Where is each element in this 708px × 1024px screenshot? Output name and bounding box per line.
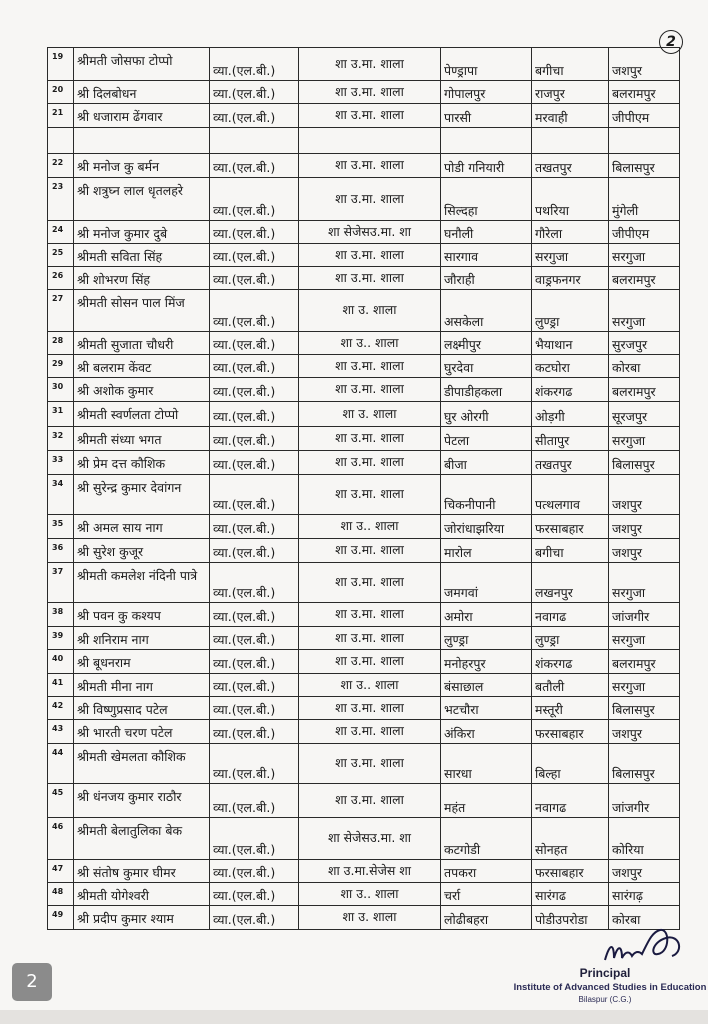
serial-number-cell: 23 xyxy=(48,178,74,221)
designation-cell: व्या.(एल.बी.) xyxy=(210,720,299,744)
designation-cell: व्या.(एल.बी.) xyxy=(210,332,299,355)
block-name-cell: वाड्रफनगर xyxy=(532,267,609,290)
district-name-cell: जशपुर xyxy=(609,48,680,81)
employee-name-cell: श्री प्रेम दत्त कौशिक xyxy=(74,451,210,475)
table-row xyxy=(48,674,680,697)
district-name-cell: कोरबा xyxy=(609,906,680,930)
school-place-cell: घनौली xyxy=(441,221,532,244)
designation-cell: व्या.(एल.बी.) xyxy=(210,104,299,128)
signature-image xyxy=(600,922,700,967)
school-place-cell: लोढीबहरा xyxy=(441,906,532,930)
employee-name-cell: श्री धजाराम ढेंगवार xyxy=(74,104,210,128)
table-row xyxy=(48,221,680,244)
designation-cell: व्या.(एल.बी.) xyxy=(210,603,299,627)
serial-number-cell: 48 xyxy=(48,883,74,906)
employee-name-cell: श्री बूधनराम xyxy=(74,650,210,674)
designation-cell: व्या.(एल.बी.) xyxy=(210,563,299,603)
designation-cell: व्या.(एल.बी.) xyxy=(210,244,299,267)
school-place-cell: अंकिरा xyxy=(441,720,532,744)
table-row xyxy=(48,267,680,290)
district-name-cell: सूरजपुर xyxy=(609,402,680,427)
designation-cell: व्या.(एल.बी.) xyxy=(210,355,299,378)
block-name-cell: तखतपुर xyxy=(532,451,609,475)
employee-name-cell: श्रीमती कमलेश नंदिनी पात्रे xyxy=(74,563,210,603)
district-name-cell: बलरामपुर xyxy=(609,267,680,290)
table-row xyxy=(48,402,680,427)
block-name-cell: सारंगढ xyxy=(532,883,609,906)
district-name-cell: जांजगीर xyxy=(609,784,680,818)
school-place-cell: चर्रा xyxy=(441,883,532,906)
school-name-cell: शा उ.मा. शाला xyxy=(299,81,441,104)
school-place-cell: बीजा xyxy=(441,451,532,475)
employee-name-cell: श्रीमती सुजाता चौधरी xyxy=(74,332,210,355)
school-place-cell: जमगवां xyxy=(441,563,532,603)
designation-cell: व्या.(एल.बी.) xyxy=(210,290,299,332)
table-row xyxy=(48,563,680,603)
district-name-cell: सरगुजा xyxy=(609,627,680,650)
employee-name-cell: श्री बलराम केंवट xyxy=(74,355,210,378)
staff-table xyxy=(47,47,680,930)
serial-number-cell: 49 xyxy=(48,906,74,930)
school-name-cell: शा उ.मा. शाला xyxy=(299,720,441,744)
block-name-cell: मरवाही xyxy=(532,104,609,128)
district-name-cell: सुरजपुर xyxy=(609,332,680,355)
block-name-cell: बगीचा xyxy=(532,48,609,81)
school-place-cell: पोडी गनियारी xyxy=(441,154,532,178)
block-name-cell: सरगुजा xyxy=(532,244,609,267)
district-name-cell: बिलासपुर xyxy=(609,697,680,720)
school-name-cell: शा उ.मा. शाला xyxy=(299,104,441,128)
block-name-cell: फरसाबहार xyxy=(532,860,609,883)
district-name-cell: सरगुजा xyxy=(609,290,680,332)
district-name-cell: जांजगीर xyxy=(609,603,680,627)
block-name-cell: बगीचा xyxy=(532,539,609,563)
employee-name-cell: श्री भारती चरण पटेल xyxy=(74,720,210,744)
block-name-cell: लुण्ड्रा xyxy=(532,290,609,332)
serial-number-cell: 36 xyxy=(48,539,74,563)
block-name-cell: सोनहत xyxy=(532,818,609,860)
serial-number-cell: 29 xyxy=(48,355,74,378)
employee-name-cell: श्रीमती योगेश्वरी xyxy=(74,883,210,906)
school-name-cell: शा उ.मा. शाला xyxy=(299,650,441,674)
viewer-bottom-edge xyxy=(0,1010,708,1024)
employee-name-cell: श्री मनोज कुमार दुबे xyxy=(74,221,210,244)
school-place-cell: कटगोडी xyxy=(441,818,532,860)
serial-number-cell: 40 xyxy=(48,650,74,674)
school-place-cell: पारसी xyxy=(441,104,532,128)
school-place-cell: लुण्ड्रा xyxy=(441,627,532,650)
designation-cell: व्या.(एल.बी.) xyxy=(210,674,299,697)
serial-number-cell: 22 xyxy=(48,154,74,178)
serial-number-cell xyxy=(48,128,74,154)
table-row xyxy=(48,515,680,539)
table-row xyxy=(48,128,680,154)
block-name-cell: पथरिया xyxy=(532,178,609,221)
table-row xyxy=(48,81,680,104)
table-row xyxy=(48,784,680,818)
serial-number-cell: 45 xyxy=(48,784,74,818)
district-name-cell: जशपुर xyxy=(609,539,680,563)
designation-cell: व्या.(एल.बी.) xyxy=(210,267,299,290)
serial-number-cell: 47 xyxy=(48,860,74,883)
block-name-cell: मस्तूरी xyxy=(532,697,609,720)
table-row xyxy=(48,48,680,81)
district-name-cell: जीपीएम xyxy=(609,221,680,244)
block-name-cell: लखनपुर xyxy=(532,563,609,603)
block-name-cell: भैयाथान xyxy=(532,332,609,355)
employee-name-cell: श्रीमती संध्या भगत xyxy=(74,427,210,451)
employee-name-cell: श्रीमती बेलातुलिका बेक xyxy=(74,818,210,860)
serial-number-cell: 32 xyxy=(48,427,74,451)
serial-number-cell: 33 xyxy=(48,451,74,475)
district-name-cell: सरगुजा xyxy=(609,674,680,697)
serial-number-cell: 19 xyxy=(48,48,74,81)
employee-name-cell: श्री दिलबोधन xyxy=(74,81,210,104)
employee-name-cell: श्रीमती स्वर्णलता टोप्पो xyxy=(74,402,210,427)
block-name-cell: ओड़गी xyxy=(532,402,609,427)
school-place-cell: लक्ष्मीपुर xyxy=(441,332,532,355)
designation-cell: व्या.(एल.बी.) xyxy=(210,178,299,221)
school-place-cell: घुरदेवा xyxy=(441,355,532,378)
district-name-cell: बलरामपुर xyxy=(609,81,680,104)
block-name-cell: शंकरगढ xyxy=(532,650,609,674)
designation-cell: व्या.(एल.बी.) xyxy=(210,81,299,104)
school-place-cell: मनोहरपुर xyxy=(441,650,532,674)
page-indicator[interactable]: 2 xyxy=(12,963,52,1001)
table-row xyxy=(48,906,680,930)
district-name-cell: कोरबा xyxy=(609,355,680,378)
school-place-cell: डीपाडीहकला xyxy=(441,378,532,402)
school-place-cell: चिकनीपानी xyxy=(441,475,532,515)
designation-cell: व्या.(एल.बी.) xyxy=(210,650,299,674)
serial-number-cell: 34 xyxy=(48,475,74,515)
designation-cell: व्या.(एल.बी.) xyxy=(210,627,299,650)
school-name-cell: शा सेजेसउ.मा. शा xyxy=(299,221,441,244)
school-place-cell: जौराही xyxy=(441,267,532,290)
table-row xyxy=(48,539,680,563)
employee-name-cell: श्री विष्णुप्रसाद पटेल xyxy=(74,697,210,720)
serial-number-cell: 43 xyxy=(48,720,74,744)
serial-number-cell: 26 xyxy=(48,267,74,290)
table-row xyxy=(48,154,680,178)
page-number-mark: 2 xyxy=(659,30,683,54)
block-name-cell: तखतपुर xyxy=(532,154,609,178)
serial-number-cell: 27 xyxy=(48,290,74,332)
school-place-cell: तपकरा xyxy=(441,860,532,883)
serial-number-cell: 46 xyxy=(48,818,74,860)
employee-name-cell: श्री मनोज कु बर्मन xyxy=(74,154,210,178)
school-name-cell: शा उ.मा. शाला xyxy=(299,378,441,402)
school-name-cell: शा उ.मा. शाला xyxy=(299,539,441,563)
employee-name-cell: श्रीमती जोसफा टोप्पो xyxy=(74,48,210,81)
employee-name-cell: श्री पवन कु कश्यप xyxy=(74,603,210,627)
block-name-cell xyxy=(532,128,609,154)
district-name-cell: जशपुर xyxy=(609,860,680,883)
table-row xyxy=(48,720,680,744)
school-name-cell: शा उ.मा. शाला xyxy=(299,475,441,515)
designation-cell: व्या.(एल.बी.) xyxy=(210,784,299,818)
school-name-cell: शा उ. शाला xyxy=(299,290,441,332)
employee-name-cell: श्रीमती सविता सिंह xyxy=(74,244,210,267)
school-name-cell: शा उ.मा. शाला xyxy=(299,427,441,451)
employee-name-cell: श्री शोभरण सिंह xyxy=(74,267,210,290)
designation-cell: व्या.(एल.बी.) xyxy=(210,402,299,427)
table-row xyxy=(48,818,680,860)
employee-name-cell: श्रीमती खेमलता कौशिक xyxy=(74,744,210,784)
district-name-cell: बिलासपुर xyxy=(609,744,680,784)
block-name-cell: शंकरगढ xyxy=(532,378,609,402)
school-name-cell: शा उ.मा. शाला xyxy=(299,603,441,627)
school-place-cell: जोरांधाझरिया xyxy=(441,515,532,539)
district-name-cell: जशपुर xyxy=(609,720,680,744)
table-row xyxy=(48,427,680,451)
school-place-cell: अमोरा xyxy=(441,603,532,627)
school-place-cell: मारोल xyxy=(441,539,532,563)
serial-number-cell: 38 xyxy=(48,603,74,627)
district-name-cell: सरगुजा xyxy=(609,244,680,267)
school-name-cell: शा उ.मा. शाला xyxy=(299,784,441,818)
serial-number-cell: 31 xyxy=(48,402,74,427)
designation-cell xyxy=(210,128,299,154)
school-name-cell xyxy=(299,128,441,154)
district-name-cell: जशपुर xyxy=(609,515,680,539)
district-name-cell: जीपीएम xyxy=(609,104,680,128)
school-name-cell: शा उ.मा. शाला xyxy=(299,744,441,784)
block-name-cell: कटघोरा xyxy=(532,355,609,378)
designation-cell: व्या.(एल.बी.) xyxy=(210,539,299,563)
school-name-cell: शा उ.मा. शाला xyxy=(299,563,441,603)
school-name-cell: शा उ.. शाला xyxy=(299,674,441,697)
signature-title: Principal xyxy=(579,966,631,980)
school-name-cell: शा उ.मा. शाला xyxy=(299,355,441,378)
designation-cell: व्या.(एल.बी.) xyxy=(210,906,299,930)
school-name-cell: शा उ.मा. शाला xyxy=(299,154,441,178)
table-row xyxy=(48,178,680,221)
school-name-cell: शा उ.मा. शाला xyxy=(299,178,441,221)
employee-name-cell xyxy=(74,128,210,154)
table-row xyxy=(48,883,680,906)
school-name-cell: शा उ.मा. शाला xyxy=(299,267,441,290)
employee-name-cell: श्री अशोक कुमार xyxy=(74,378,210,402)
employee-name-cell: श्री प्रदीप कुमार श्याम xyxy=(74,906,210,930)
district-name-cell: सरगुजा xyxy=(609,427,680,451)
school-place-cell: पेण्ड्रापा xyxy=(441,48,532,81)
school-name-cell: शा उ.मा. शाला xyxy=(299,244,441,267)
signature-city: Bilaspur (C.G.) xyxy=(578,995,632,1004)
district-name-cell: बलरामपुर xyxy=(609,650,680,674)
table-row xyxy=(48,475,680,515)
employee-name-cell: श्री संतोष कुमार घीमर xyxy=(74,860,210,883)
employee-name-cell: श्री शत्रुघ्न लाल धृतलहरे xyxy=(74,178,210,221)
table-row xyxy=(48,332,680,355)
block-name-cell: राजपुर xyxy=(532,81,609,104)
designation-cell: व्या.(एल.बी.) xyxy=(210,427,299,451)
block-name-cell: गौरेला xyxy=(532,221,609,244)
table-row xyxy=(48,244,680,267)
serial-number-cell: 20 xyxy=(48,81,74,104)
table-row xyxy=(48,627,680,650)
school-name-cell: शा उ. शाला xyxy=(299,906,441,930)
table-row xyxy=(48,451,680,475)
block-name-cell: नवागढ xyxy=(532,784,609,818)
school-place-cell: गोपालपुर xyxy=(441,81,532,104)
designation-cell: व्या.(एल.बी.) xyxy=(210,475,299,515)
school-name-cell: शा उ. शाला xyxy=(299,402,441,427)
serial-number-cell: 28 xyxy=(48,332,74,355)
school-name-cell: शा उ.मा. शाला xyxy=(299,697,441,720)
table-row xyxy=(48,378,680,402)
designation-cell: व्या.(एल.बी.) xyxy=(210,451,299,475)
employee-name-cell: श्री सुरेश कुजूर xyxy=(74,539,210,563)
block-name-cell: फरसाबहार xyxy=(532,720,609,744)
block-name-cell: बतौली xyxy=(532,674,609,697)
serial-number-cell: 35 xyxy=(48,515,74,539)
block-name-cell: बिल्हा xyxy=(532,744,609,784)
block-name-cell: सीतापुर xyxy=(532,427,609,451)
serial-number-cell: 41 xyxy=(48,674,74,697)
table-row xyxy=(48,744,680,784)
designation-cell: व्या.(एल.बी.) xyxy=(210,378,299,402)
school-place-cell: सारधा xyxy=(441,744,532,784)
school-place-cell: सिल्दहा xyxy=(441,178,532,221)
school-place-cell: असकेला xyxy=(441,290,532,332)
table-row xyxy=(48,290,680,332)
signature-institute: Institute of Advanced Studies in Education xyxy=(513,982,707,993)
district-name-cell: बलरामपुर xyxy=(609,378,680,402)
school-place-cell: सारगाव xyxy=(441,244,532,267)
block-name-cell: लुण्ड्रा xyxy=(532,627,609,650)
school-name-cell: शा उ.मा. शाला xyxy=(299,48,441,81)
table-row xyxy=(48,104,680,128)
designation-cell: व्या.(एल.बी.) xyxy=(210,744,299,784)
block-name-cell: पत्थलगाव xyxy=(532,475,609,515)
designation-cell: व्या.(एल.बी.) xyxy=(210,697,299,720)
designation-cell: व्या.(एल.बी.) xyxy=(210,883,299,906)
school-place-cell: भटचौरा xyxy=(441,697,532,720)
designation-cell: व्या.(एल.बी.) xyxy=(210,860,299,883)
district-name-cell: सारंगढ़ xyxy=(609,883,680,906)
district-name-cell: सरगुजा xyxy=(609,563,680,603)
school-place-cell xyxy=(441,128,532,154)
employee-name-cell: श्री सुरेन्द्र कुमार देवांगन xyxy=(74,475,210,515)
employee-name-cell: श्रीमती सोसन पाल मिंज xyxy=(74,290,210,332)
district-name-cell xyxy=(609,128,680,154)
district-name-cell: बिलासपुर xyxy=(609,154,680,178)
block-name-cell: फरसाबहार xyxy=(532,515,609,539)
school-place-cell: महंत xyxy=(441,784,532,818)
serial-number-cell: 39 xyxy=(48,627,74,650)
school-name-cell: शा उ.. शाला xyxy=(299,515,441,539)
school-place-cell: घुर ओरगी xyxy=(441,402,532,427)
serial-number-cell: 37 xyxy=(48,563,74,603)
designation-cell: व्या.(एल.बी.) xyxy=(210,154,299,178)
school-name-cell: शा उ.. शाला xyxy=(299,332,441,355)
school-name-cell: शा उ.मा. शाला xyxy=(299,451,441,475)
school-place-cell: बंसाछाल xyxy=(441,674,532,697)
employee-name-cell: श्री शनिराम नाग xyxy=(74,627,210,650)
table-row xyxy=(48,860,680,883)
serial-number-cell: 42 xyxy=(48,697,74,720)
block-name-cell: पोडीउपरोडा xyxy=(532,906,609,930)
serial-number-cell: 25 xyxy=(48,244,74,267)
serial-number-cell: 30 xyxy=(48,378,74,402)
school-name-cell: शा उ.मा.सेजेस शा xyxy=(299,860,441,883)
district-name-cell: जशपुर xyxy=(609,475,680,515)
school-place-cell: पेटला xyxy=(441,427,532,451)
employee-name-cell: श्री अमल साय नाग xyxy=(74,515,210,539)
school-name-cell: शा उ.मा. शाला xyxy=(299,627,441,650)
serial-number-cell: 24 xyxy=(48,221,74,244)
district-name-cell: मुंगेली xyxy=(609,178,680,221)
district-name-cell: कोरिया xyxy=(609,818,680,860)
serial-number-cell: 44 xyxy=(48,744,74,784)
employee-name-cell: श्रीमती मीना नाग xyxy=(74,674,210,697)
designation-cell: व्या.(एल.बी.) xyxy=(210,221,299,244)
school-name-cell: शा उ.. शाला xyxy=(299,883,441,906)
serial-number-cell: 21 xyxy=(48,104,74,128)
employee-name-cell: श्री धंनजय कुमार राठौर xyxy=(74,784,210,818)
designation-cell: व्या.(एल.बी.) xyxy=(210,818,299,860)
designation-cell: व्या.(एल.बी.) xyxy=(210,48,299,81)
table-row xyxy=(48,603,680,627)
district-name-cell: बिलासपुर xyxy=(609,451,680,475)
table-row xyxy=(48,650,680,674)
block-name-cell: नवागढ xyxy=(532,603,609,627)
designation-cell: व्या.(एल.बी.) xyxy=(210,515,299,539)
table-row xyxy=(48,697,680,720)
school-name-cell: शा सेजेसउ.मा. शा xyxy=(299,818,441,860)
table-row xyxy=(48,355,680,378)
